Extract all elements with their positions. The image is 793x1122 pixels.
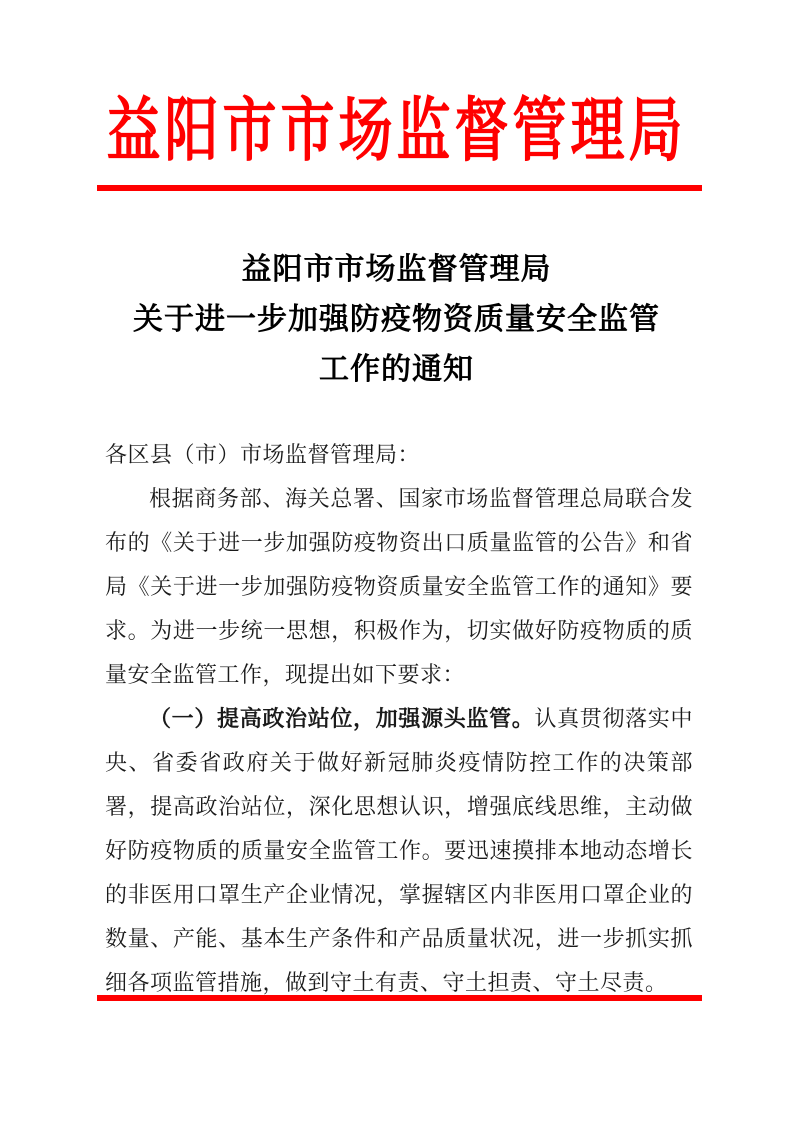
header-divider bbox=[97, 185, 702, 191]
document-title-line-2: 关于进一步加强防疫物资质量安全监管 bbox=[133, 303, 660, 336]
document-title-line-3: 工作的通知 bbox=[319, 353, 474, 386]
document-title bbox=[60, 245, 733, 395]
paragraph-requirement-1-text: 认真贯彻落实中央、省委省政府关于做好新冠肺炎疫情防控工作的决策部署，提高政治站位，深化思想认识，增强底线思维，主动做好防疫物质的质量安全监管工作。要迅速摸排本地动态增长的非医用口罩生产企业情况，掌握辖区内非医用口罩企业的数量、产能、基本生产条件和产品质量状况，进一步抓实抓细各项监管措施，做到守土有责、守土担责、守土尽责。 bbox=[105, 706, 693, 995]
paragraph-requirement-1-lead: （一）提高政治站位，加强源头监管。 bbox=[149, 706, 535, 731]
paragraph-basis: 根据商务部、海关总署、国家市场监督管理总局联合发布的《关于进一步加强防疫物资出口质量监管的公告》和省局《关于进一步加强防疫物资质量安全监管工作的通知》要求。为进一步统一思想，积极作为，切实做好防疫物质的质量安全监管工作，现提出如下要求： bbox=[105, 486, 693, 687]
agency-letterhead: 益阳市市场监督管理局 bbox=[106, 92, 687, 170]
footer-divider bbox=[97, 995, 702, 1001]
document-title-line-1: 益阳市市场监督管理局 bbox=[241, 253, 552, 286]
paragraph-requirement-1 bbox=[105, 697, 693, 1005]
document-body bbox=[105, 433, 693, 1005]
salutation: 各区县（市）市场监督管理局： bbox=[105, 442, 421, 467]
